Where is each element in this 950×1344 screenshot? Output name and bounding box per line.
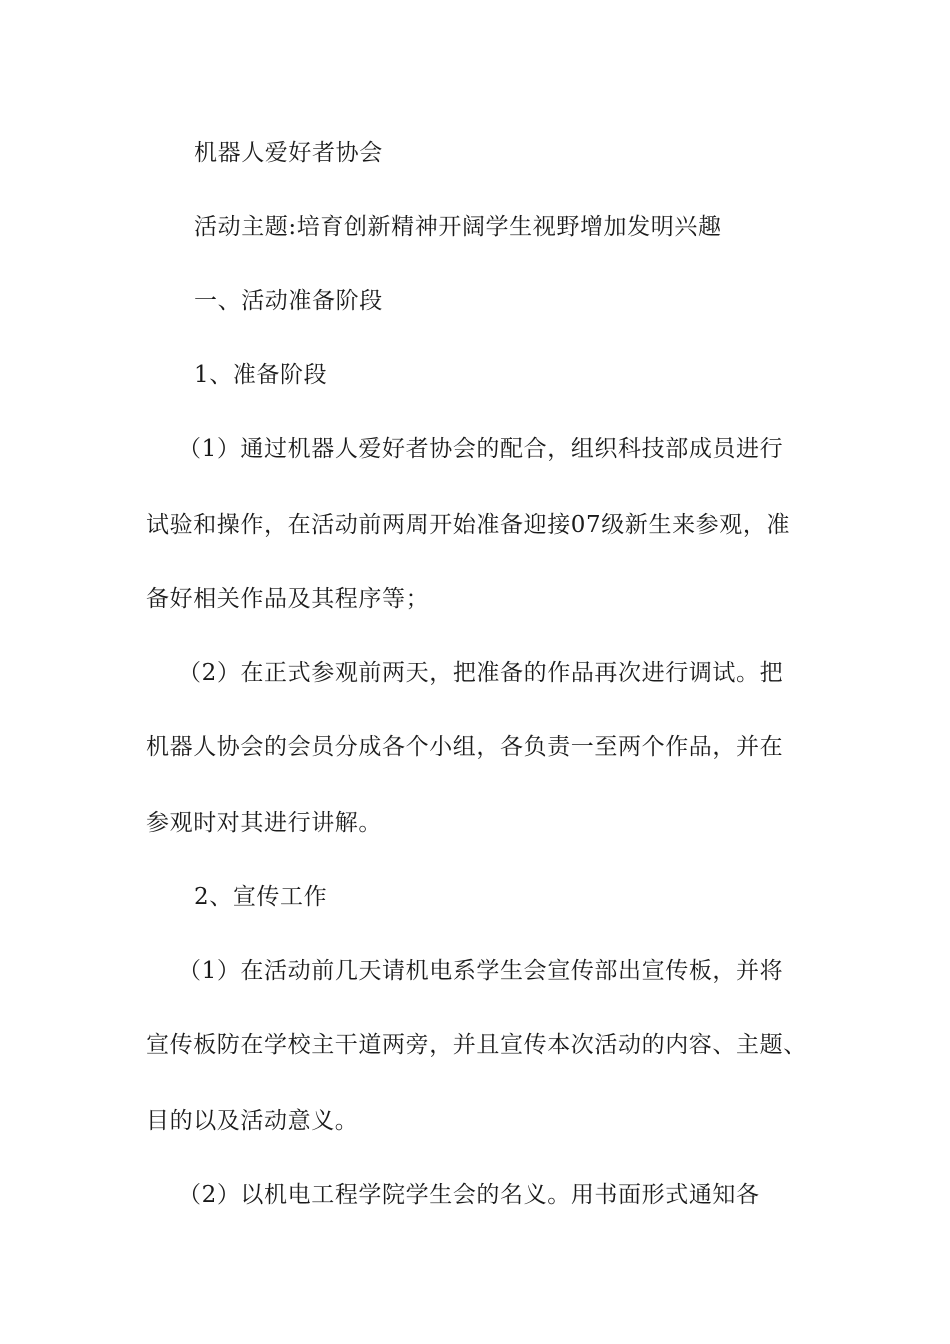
- paragraph-line: （1）通过机器人爱好者协会的配合，组织科技部成员进行: [178, 436, 784, 462]
- paragraph-line: 宣传板防在学校主干道两旁，并且宣传本次活动的内容、主题、: [146, 1032, 807, 1058]
- activity-theme: 活动主题:培育创新精神开阔学生视野增加发明兴趣: [194, 214, 722, 240]
- paragraph-line: 备好相关作品及其程序等；: [146, 586, 430, 612]
- paragraph-line: 目的以及活动意义。: [146, 1108, 359, 1134]
- paragraph-line: 机器人协会的会员分成各个小组，各负责一至两个作品，并在: [146, 734, 784, 760]
- paragraph-line: 试验和操作，在活动前两周开始准备迎接07级新生来参观，准: [146, 512, 791, 538]
- paragraph-line: （2）以机电工程学院学生会的名义。用书面形式通知各: [178, 1182, 760, 1208]
- paragraph-line: 参观时对其进行讲解。: [146, 810, 382, 836]
- paragraph-line: （1）在活动前几天请机电系学生会宣传部出宣传板，并将: [178, 958, 784, 984]
- organization-title: 机器人爱好者协会: [194, 140, 383, 166]
- subsection-heading-preparation-stage: 1、准备阶段: [194, 362, 328, 388]
- section-heading-preparation: 一、活动准备阶段: [194, 288, 383, 314]
- subsection-heading-publicity: 2、宣传工作: [194, 884, 328, 910]
- paragraph-line: （2）在正式参观前两天，把准备的作品再次进行调试。把: [178, 660, 784, 686]
